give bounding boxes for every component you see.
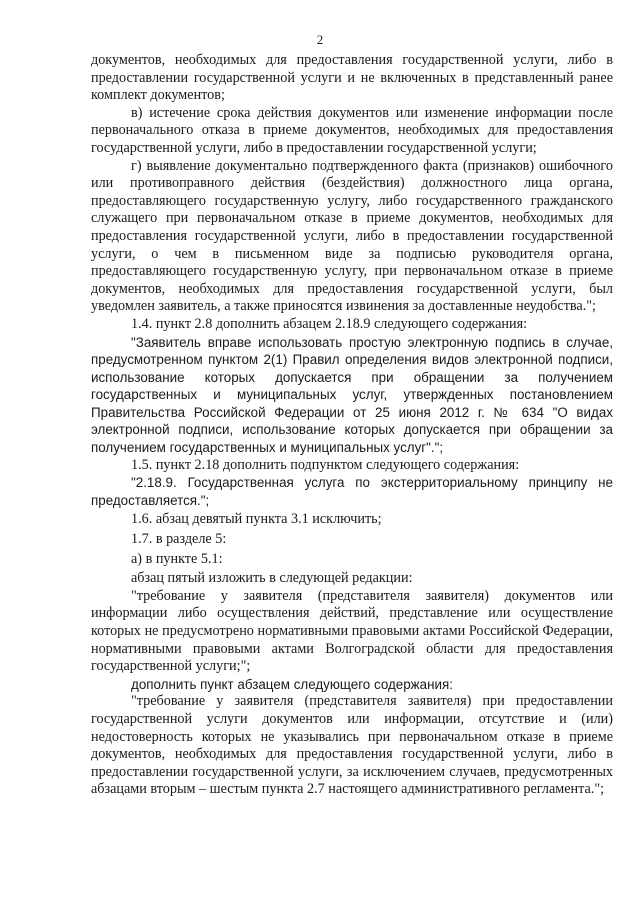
paragraph-1-4: 1.4. пункт 2.8 дополнить абзацем 2.18.9 следующего содержания: [131,315,528,332]
paragraph-item-v: в) истечение срока действия документов или изменение информации после первоначального отказа в приеме документов, необходимых для предоставления государственной услуги, либо в предоставлении государственной услуги; [91,104,613,156]
paragraph-quote-signature: "Заявитель вправе использовать простую электронную подпись в случае, предусмотренном пунктом 2(1) Правил определения видов электронной подписи, использование которых допускается при обращении за получением государственных и муниципальных услуг, утвержденных постановлением Правительства Российской Федерации от 25 июня 2012 г. № 634 "О видах электронной подписи, использование которых допускается при обращении за получением государственных и муниципальных услуг"."; [91,334,613,456]
paragraph-a-5-1: а) в пункте 5.1: [131,550,223,567]
paragraph-1-6: 1.6. абзац девятый пункта 3.1 исключить; [131,511,382,528]
paragraph-1-5: 1.5. пункт 2.18 дополнить подпунктом следующего содержания: [131,456,520,473]
paragraph-quote-2-18-9: "2.18.9. Государственная услуга по экстерриториальному принципу не предоставляется."; [91,475,613,508]
paragraph-continuation: документов, необходимых для предоставления государственной услуги, либо в предоставлении государственной услуги и не включенных в представленный ранее комплект документов; [91,52,613,104]
paragraph-abzac-pyatyi: абзац пятый изложить в следующей редакции: [131,570,413,587]
document-body [91,52,613,799]
paragraph-1-7: 1.7. в разделе 5: [131,531,227,548]
paragraph-item-g: г) выявление документально подтвержденного факта (признаков) ошибочного или противоправного действия (бездействия) должностного лица органа, предоставляющего государственную услугу, либо государственного гражданского служащего при первоначальном отказе в приеме документов, необходимых для предоставления государственной услуги, либо в предоставлении государственной услуги, о чем в письменном виде за подписью руководителя органа, предоставляющего государственную услугу, при первоначальном отказе в приеме документов, необходимых для предоставления государственной услуги, был уведомлен заявитель, а также приносятся извинения за доставленные неудобства."; [91,157,613,315]
paragraph-dopolnit: дополнить пункт абзацем следующего содержания: [131,676,453,692]
paragraph-quote-trebovanie-1: "требование у заявителя (представителя заявителя) документов или информации либо осуществления действий, представление или осуществление которых не предусмотрено нормативными правовыми актами Российской Федерации, нормативными правовыми актами Волгоградской области для предоставления государственной услуги;"; [91,587,613,675]
paragraph-quote-trebovanie-2: "требование у заявителя (представителя заявителя) при предоставлении государственной услуги документов или информации, отсутствие и (или) недостоверность которых не указывались при первоначальном отказе в приеме документов, необходимых для предоставления государственной услуги, либо в предоставлении государственной услуги, за исключением случаев, предусмотренных абзацами вторым – шестым пункта 2.7 настоящего административного регламента."; [91,693,613,798]
page-number: 2 [316,32,324,47]
